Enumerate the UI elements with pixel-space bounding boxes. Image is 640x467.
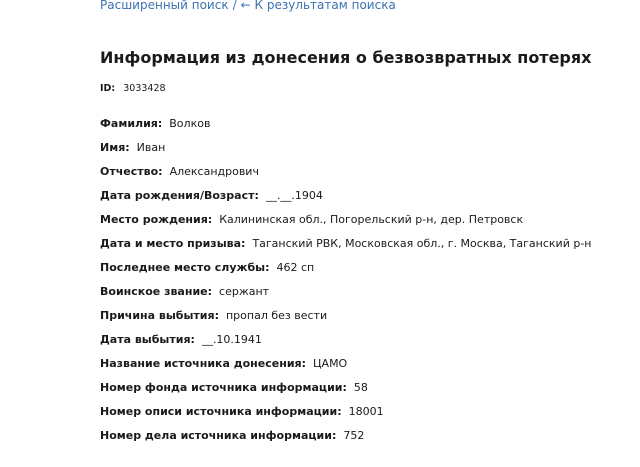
record-id: [100, 82, 166, 96]
field-label: Дата выбытия:: [100, 333, 195, 346]
field-value: 18001: [348, 405, 384, 418]
field-label: Последнее место службы:: [100, 261, 270, 274]
breadcrumb: [100, 0, 396, 14]
field-label: Номер дела источника информации:: [100, 429, 337, 442]
field-value: Волков: [169, 117, 211, 130]
field-fond-number: [100, 379, 592, 403]
field-surname: [100, 115, 592, 139]
field-value: 462 сп: [276, 261, 315, 274]
field-last-service-place: [100, 259, 592, 283]
back-to-results-link[interactable]: ← К результатам поиска: [240, 0, 396, 12]
field-military-rank: [100, 283, 592, 307]
field-label: Отчество:: [100, 165, 163, 178]
field-birth-place: [100, 211, 592, 235]
field-patronymic: [100, 163, 592, 187]
field-value: Таганский РВК, Московская обл., г. Москва, Таганский р-н: [252, 237, 592, 250]
field-loss-date: [100, 331, 592, 355]
field-value: 58: [353, 381, 368, 394]
field-label: Дата и место призыва:: [100, 237, 246, 250]
field-first-name: [100, 139, 592, 163]
page-title: Информация из донесения о безвозвратных потерях: [100, 48, 592, 67]
field-label: Название источника донесения:: [100, 357, 306, 370]
breadcrumb-separator: /: [232, 0, 237, 12]
field-value: __.10.1941: [201, 333, 262, 346]
field-value: Иван: [136, 141, 166, 154]
field-value: сержант: [219, 285, 270, 298]
record-id-value: 3033428: [123, 83, 166, 94]
field-value: __.__.1904: [265, 189, 323, 202]
record-fields: [100, 115, 592, 451]
advanced-search-link[interactable]: Расширенный поиск: [100, 0, 229, 12]
field-value: Калининская обл., Погорельский р-н, дер. Петровск: [219, 213, 524, 226]
field-conscription: [100, 235, 592, 259]
field-birth-date: [100, 187, 592, 211]
field-value: Александрович: [169, 165, 259, 178]
record-id-label: ID:: [100, 83, 116, 94]
field-source-name: [100, 355, 592, 379]
field-label: Номер описи источника информации:: [100, 405, 342, 418]
field-loss-reason: [100, 307, 592, 331]
field-label: Фамилия:: [100, 117, 163, 130]
field-opis-number: [100, 403, 592, 427]
field-label: Имя:: [100, 141, 130, 154]
field-value: пропал без вести: [225, 309, 328, 322]
field-label: Место рождения:: [100, 213, 213, 226]
field-value: ЦАМО: [313, 357, 348, 370]
field-label: Воинское звание:: [100, 285, 213, 298]
field-label: Причина выбытия:: [100, 309, 219, 322]
field-delo-number: [100, 427, 592, 451]
field-value: 752: [343, 429, 365, 442]
field-label: Дата рождения/Возраст:: [100, 189, 259, 202]
field-label: Номер фонда источника информации:: [100, 381, 347, 394]
